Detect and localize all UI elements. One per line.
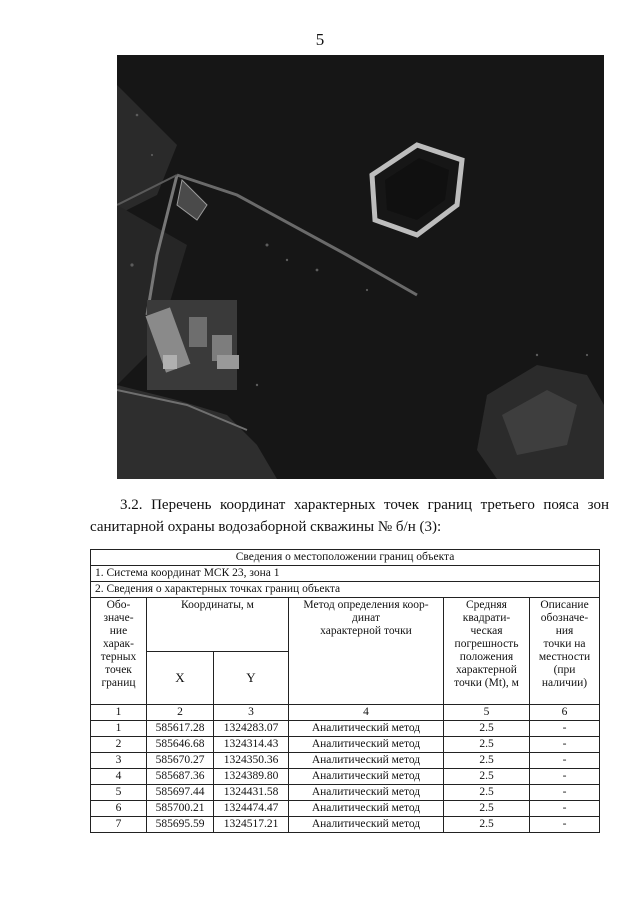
point-description: -: [530, 721, 600, 737]
point-x: 585687.36: [147, 769, 214, 785]
point-x: 585697.44: [147, 785, 214, 801]
point-x: 585695.59: [147, 817, 214, 833]
point-x: 585670.27: [147, 753, 214, 769]
point-y: 1324314.43: [214, 737, 289, 753]
point-description: -: [530, 737, 600, 753]
table-title: Сведения о местоположении границ объекта: [91, 550, 600, 566]
point-error: 2.5: [444, 817, 530, 833]
point-x: 585700.21: [147, 801, 214, 817]
column-number: 5: [444, 705, 530, 721]
point-error: 2.5: [444, 785, 530, 801]
point-number: 5: [91, 785, 147, 801]
header-coordinates: Координаты, м: [147, 598, 289, 652]
point-method: Аналитический метод: [289, 769, 444, 785]
column-number: 1: [91, 705, 147, 721]
point-error: 2.5: [444, 737, 530, 753]
header-description: Описание обозначе- ния точки на местности (при наличии): [530, 598, 600, 705]
point-description: -: [530, 785, 600, 801]
column-number: 2: [147, 705, 214, 721]
column-number: 6: [530, 705, 600, 721]
point-error: 2.5: [444, 769, 530, 785]
point-x: 585646.68: [147, 737, 214, 753]
point-method: Аналитический метод: [289, 817, 444, 833]
point-number: 2: [91, 737, 147, 753]
header-designation: Обо- значе- ние харак- терных точек границ: [91, 598, 147, 705]
point-method: Аналитический метод: [289, 801, 444, 817]
table-row: [91, 753, 600, 769]
point-y: 1324431.58: [214, 785, 289, 801]
point-y: 1324517.21: [214, 817, 289, 833]
point-description: -: [530, 817, 600, 833]
point-y: 1324474.47: [214, 801, 289, 817]
header-error: Средняя квадрати- ческая погрешность положения характерной точки (Mt), м: [444, 598, 530, 705]
point-x: 585617.28: [147, 721, 214, 737]
point-number: 6: [91, 801, 147, 817]
point-description: -: [530, 769, 600, 785]
point-error: 2.5: [444, 753, 530, 769]
point-error: 2.5: [444, 721, 530, 737]
column-number: 3: [214, 705, 289, 721]
table-row: [91, 817, 600, 833]
table-row: [91, 785, 600, 801]
point-number: 7: [91, 817, 147, 833]
header-method: Метод определения коор- динат характерной точки: [289, 598, 444, 705]
table-row: [91, 737, 600, 753]
table-row: [91, 769, 600, 785]
point-method: Аналитический метод: [289, 721, 444, 737]
point-method: Аналитический метод: [289, 785, 444, 801]
table-row: [91, 721, 600, 737]
table-row: [91, 801, 600, 817]
section-heading: 3.2. Перечень координат характерных точек границ третьего пояса зон санитарной охраны водозаборной скважины № б/н (3):: [90, 497, 609, 535]
page-number: 5: [315, 30, 325, 49]
coordinates-table: [90, 549, 600, 833]
point-description: -: [530, 753, 600, 769]
aerial-photo: [117, 55, 604, 479]
point-y: 1324350.36: [214, 753, 289, 769]
table-system: 1. Система координат МСК 23, зона 1: [91, 566, 600, 582]
point-error: 2.5: [444, 801, 530, 817]
point-y: 1324283.07: [214, 721, 289, 737]
point-number: 3: [91, 753, 147, 769]
point-method: Аналитический метод: [289, 753, 444, 769]
point-number: 1: [91, 721, 147, 737]
header-y: Y: [214, 651, 289, 705]
table-points-section: 2. Сведения о характерных точках границ объекта: [91, 582, 600, 598]
header-x: X: [147, 651, 214, 705]
point-description: -: [530, 801, 600, 817]
point-y: 1324389.80: [214, 769, 289, 785]
point-method: Аналитический метод: [289, 737, 444, 753]
aerial-photo-image: [117, 55, 604, 479]
point-number: 4: [91, 769, 147, 785]
column-number: 4: [289, 705, 444, 721]
